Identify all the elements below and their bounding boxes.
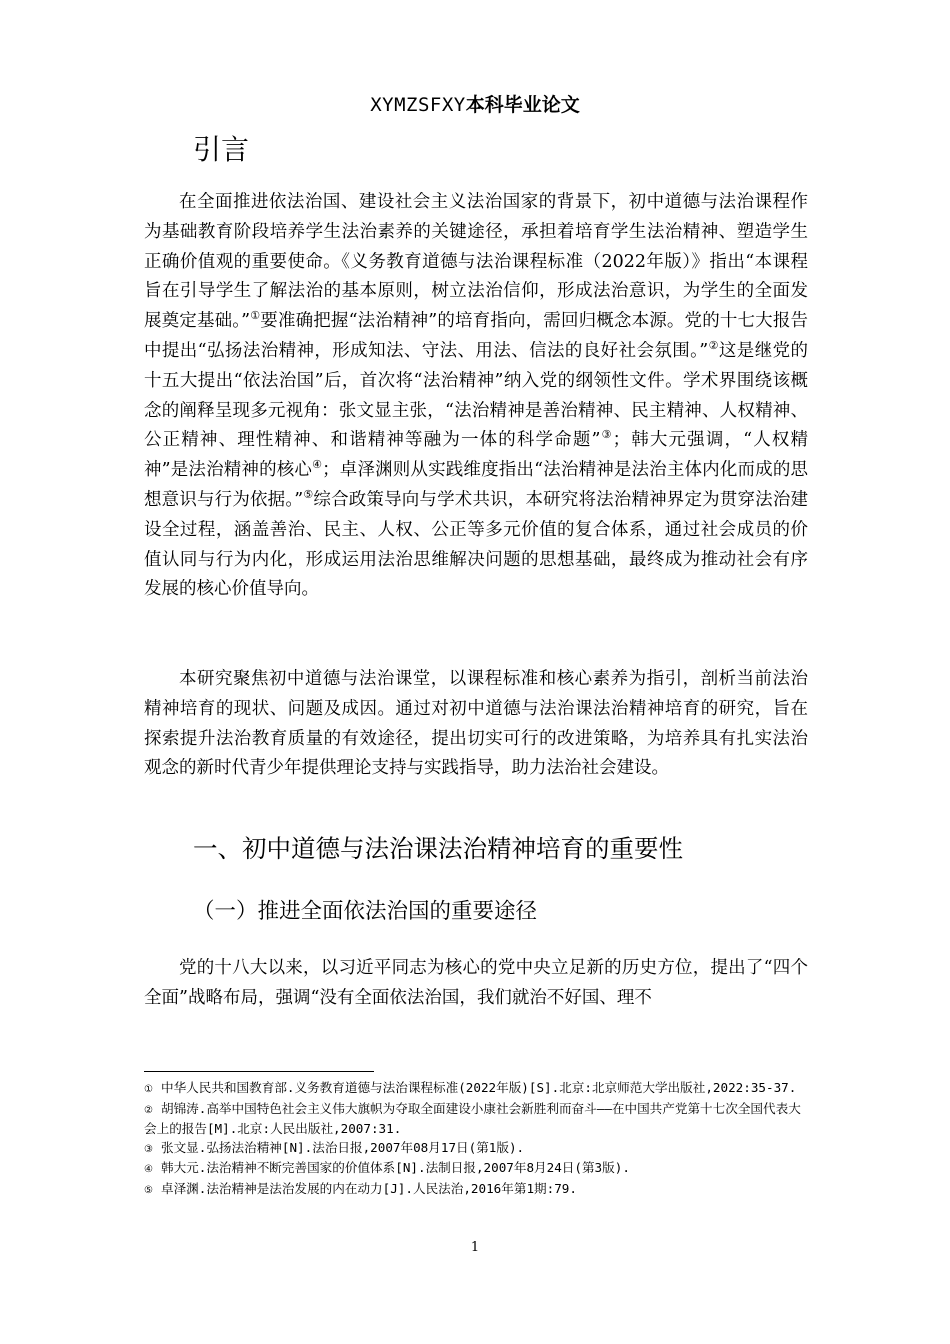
footnote-ref-3[interactable]: ③ xyxy=(600,428,613,442)
footnote-text: 中华人民共和国教育部.义务教育道德与法治课程标准(2022年版)[S].北京:北京师范大学出版社,2022:35-37. xyxy=(160,1080,797,1095)
footnote-mark: ① xyxy=(144,1084,153,1095)
footnote-mark: ④ xyxy=(144,1164,153,1175)
intro-p1-text-e: ；卓泽渊则从实践维度指出“法治精神是法治主体内化而成的思想意识与行为依据。” xyxy=(144,460,808,510)
section-1-heading: 一、初中道德与法治课法治精神培育的重要性 xyxy=(193,834,683,863)
intro-p1-text-d: ；韩大元强调，“人权精神”是法治精神的核心 xyxy=(144,430,808,481)
subsection-1-1-heading: （一）推进全面依法治国的重要途径 xyxy=(193,899,538,924)
intro-p1-text-c: 这是继党的十五大提出“依法治国”后，首次将“法治精神”纳入党的纲领性文件。学术界围绕该概念的阐释呈现多元视角：张文显主张，“法治精神是善治精神、民主精神、人权精神、公正精神、理性精神、和谐精神等融为一体的科学命题” xyxy=(144,340,808,451)
footnote-text: 韩大元.法治精神不断完善国家的价值体系[N].法制日报,2007年8月24日(第3版). xyxy=(160,1160,630,1175)
subsection-1-1-paragraph: 党的十八大以来，以习近平同志为核心的党中央立足新的历史方位，提出了“四个全面”战略布局，强调“没有全面依法治国，我们就治不好国、理不 xyxy=(144,958,808,1008)
footnote-4 xyxy=(144,1159,808,1180)
intro-paragraph-1 xyxy=(144,188,808,605)
footnote-mark: ⑤ xyxy=(144,1184,153,1196)
page-number: 1 xyxy=(470,1240,480,1255)
intro-paragraph-2: 本研究聚焦初中道德与法治课堂，以课程标准和核心素养为指引，剖析当前法治精神培育的现状、问题及成因。通过对初中道德与法治课法治精神培育的研究，旨在探索提升法治教育质量的有效途径，提出切实可行的改进策略，为培养具有扎实法治观念的新时代青少年提供理论支持与实践指导，助力法治社会建设。 xyxy=(144,669,808,779)
header-thesis-label: 本科毕业论文 xyxy=(465,94,580,116)
footnote-ref-1[interactable]: ① xyxy=(250,309,261,323)
footnote-2 xyxy=(144,1100,808,1139)
footnote-1 xyxy=(144,1079,808,1100)
intro-heading: 引言 xyxy=(193,133,250,166)
footnote-separator xyxy=(144,1071,374,1072)
footnote-text: 卓泽渊.法治精神是法治发展的内在动力[J].人民法治,2016年第1期:79. xyxy=(160,1180,577,1196)
footnote-3 xyxy=(144,1139,808,1160)
footnotes xyxy=(144,1079,808,1200)
footnote-ref-4[interactable]: ④ xyxy=(312,458,323,472)
header-code: XYMZSFXY xyxy=(370,94,466,116)
footnote-ref-5[interactable]: ⑤ xyxy=(303,488,314,502)
footnote-mark: ② xyxy=(144,1104,153,1116)
intro-p1-text-a: 在全面推进依法治国、建设社会主义法治国家的背景下，初中道德与法治课程作为基础教育阶段培养学生法治素养的关键途径，承担着培育学生法治精神、塑造学生正确价值观的重要使命。《义务教育道德与法治课程标准（2022年版）》指出“本课程旨在引导学生了解法治的基本原则，树立法治信仰，形成法治意识，为学生的全面发展奠定基础。” xyxy=(144,192,808,332)
footnote-text: 胡锦涛.高举中国特色社会主义伟大旗帜为夺取全面建设小康社会新胜利而奋斗——在中国共产党第十七次全国代表大会上的报告[M].北京:人民出版社,2007:31. xyxy=(144,1100,801,1136)
running-header xyxy=(0,92,950,118)
footnote-text: 张文显.弘扬法治精神[N].法治日报,2007年08月17日(第1版). xyxy=(160,1139,525,1155)
intro-p1-text-b: 要准确把握“法治精神”的培育指向，需回归概念本源。党的十七大报告中提出“弘扬法治精神，形成知法、守法、用法、信法的良好社会氛围。” xyxy=(144,311,808,361)
footnote-5 xyxy=(144,1180,808,1201)
intro-p1-text-f: 综合政策导向与学术共识，本研究将法治精神界定为贯穿法治建设全过程，涵盖善治、民主、人权、公正等多元价值的复合体系，通过社会成员的价值认同与行为内化，形成运用法治思维解决问题的思想基础，最终成为推动社会有序发展的核心价值导向。 xyxy=(144,489,808,600)
footnote-ref-2[interactable]: ② xyxy=(708,339,719,353)
footnote-mark: ③ xyxy=(144,1143,153,1155)
